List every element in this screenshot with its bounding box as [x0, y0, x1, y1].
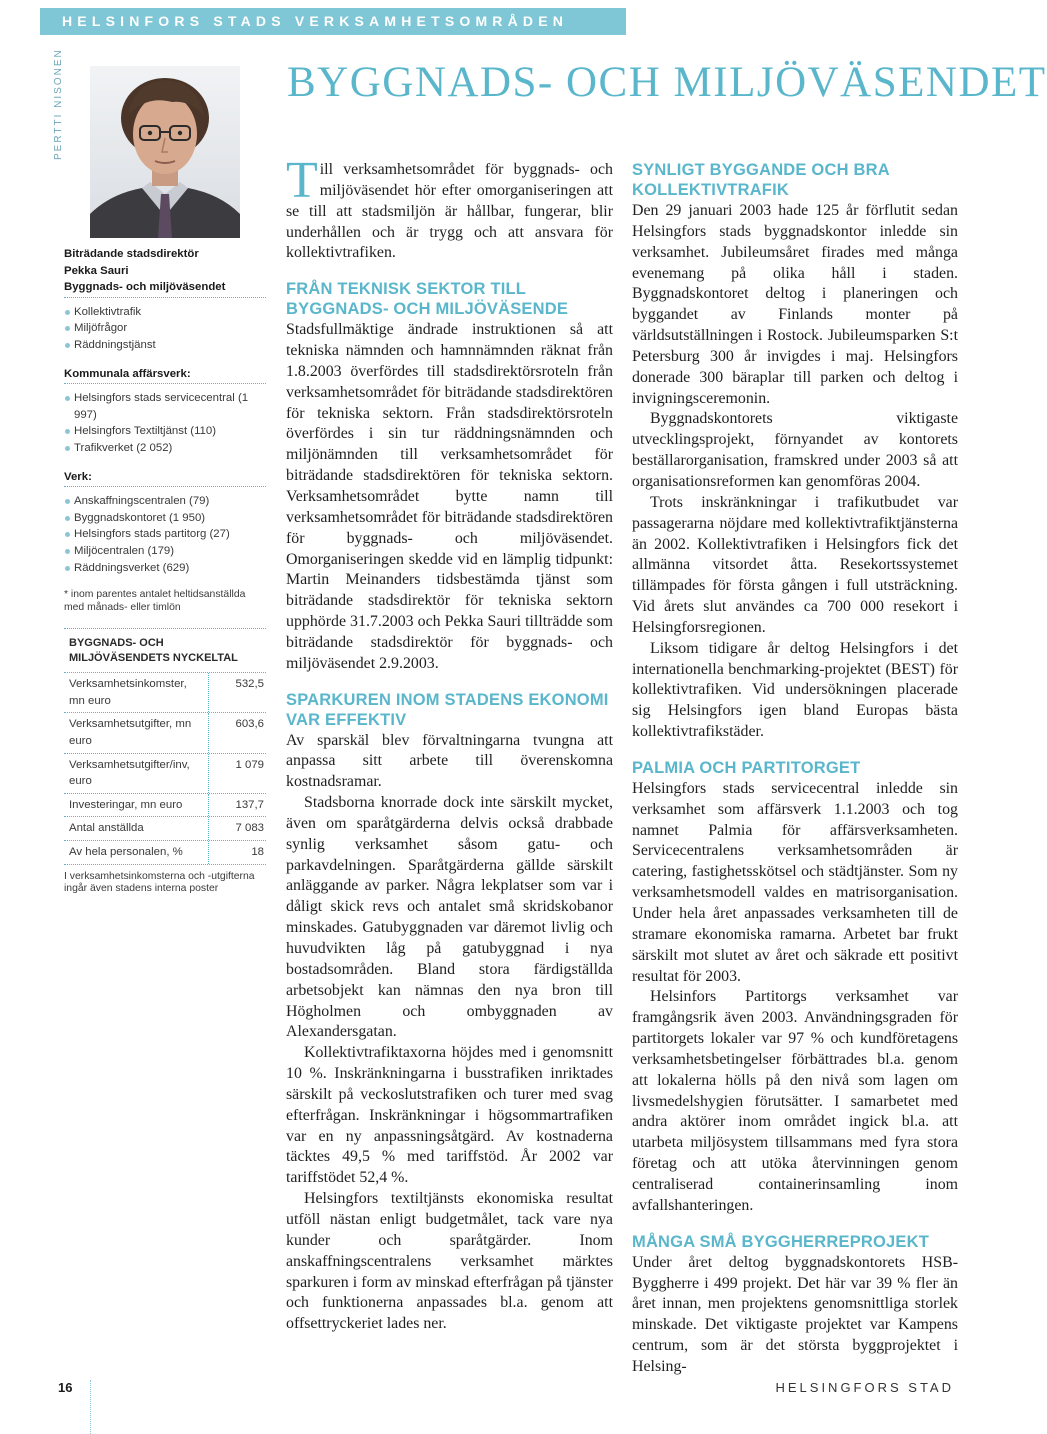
table-row [64, 754, 266, 794]
list-item: Räddningstjänst [64, 337, 266, 354]
footer-publication: HELSINGFORS STAD [775, 1380, 954, 1395]
sidebar-intro [64, 246, 266, 298]
section-heading-verk: Verk: [64, 469, 266, 488]
paragraph: Den 29 januari 2003 hade 125 år förflutit sedan Helsingfors stads byggnadskontor inledde sin verksamhet. Jubileumsåret firades med många evenemang på olika håll i staden. Byggnadskontoret deltog i planeringen och byggandet av Finlands monter på världsutställningen i Rostock. Jubileumsparken S:t Petersburg 300 år invigdes i maj. Helsingfors donerade 300 bäraplar till parken och deltog i invigningsceremonin. [632, 202, 958, 407]
intro-role: Biträdande stadsdirektör [64, 248, 199, 260]
table-row [64, 713, 266, 753]
table-row [64, 673, 266, 713]
table-row [64, 841, 266, 865]
banner-text: HELSINFORS STADS VERKSAMHETSOMRÅDEN [62, 13, 569, 29]
list-item: Byggnadskontoret (1 950) [64, 510, 266, 527]
paragraph: Liksom tidigare år deltog Helsingfors i det internationella benchmarking-projektet (BEST) för kollektivtrafiken. Vid undersökningen placerade sig Helsingfors igen bland Europas bästa kollektivtrafikstäder. [632, 639, 958, 741]
table-row [64, 794, 266, 818]
key-figures-table [64, 628, 266, 864]
paragraph: Helsingfors textiltjänsts ekonomiska resultat utföll nästan enligt budgetmålet, tack vare nya kunder och sparåtgärder. Inom anskaffningscentralens verksamhet märktes sparkuren i form av minskad efterfrågan på tjänster och funktionerna anpassades bl.a. genom att offsettryckeriet lades ner. [286, 1190, 613, 1333]
paragraph: Under året deltog byggnadskontorets HSB-Byggherre i 499 projekt. Det här var 39 % fler än året innan, men projektens genomsnittliga storlek minskade. Det viktigaste projektet var Kampens centrum, som är det största byggprojektet i Helsing- [632, 1253, 958, 1375]
staff-note: * inom parentes antalet heltidsanställda med månads- eller timlön [64, 589, 246, 613]
intro-text: ill verksamhetsområdet för byggnads- och miljöväsendet hör efter omorganiseringen att se till att stadsmiljön är hållbar, fungerar, blir underhållen och är trygg och att ansvara för kollektivtrafiken. [286, 161, 613, 262]
row-label: Antal anställda [64, 817, 209, 840]
intro-paragraph [286, 152, 613, 264]
table-footnote: I verksamhetsinkomsterna och -utgifterna ingår även stadens interna poster [64, 870, 255, 895]
row-label: Verksamhetsutgifter, mn euro [64, 713, 209, 752]
intro-name: Pekka Sauri [64, 264, 129, 277]
sidebar-list-verk [64, 493, 266, 576]
page-number: 16 [58, 1380, 73, 1395]
table-row [64, 817, 266, 841]
paragraph: Helsinfors Partitorgs verksamhet var framgångsrik även 2003. Användningsgraden för partitorgets lokaler var 97 % och kundföretagens verksamhetsbetingelser förbättrades bl.a. genom att lokalerna hölls på den nivå som lagen om livsmedelshygien förutsätter. I samarbetet med andra aktörer inom området ingick bl.a. att utarbeta miljösystem tillsammans med fyra stora företag och att utöka återvinningen genom centraliserad containerinsamling inom avfallshanteringen. [632, 988, 958, 1214]
paragraph: Byggnadskontorets viktigaste utvecklingsprojekt, förnyandet av kontorets beställarorganisation, framskred under 2003 så att organisationsreformen kan genomföras 2004. [632, 410, 958, 490]
section-heading: SPARKUREN INOM STADENS EKONOMI VAR EFFEKTIV [286, 690, 609, 729]
section-heading: FRÅN TEKNISK SEKTOR TILL BYGGNADS- OCH MILJÖVÄSENDE [286, 280, 569, 319]
list-item: Anskaffningscentralen (79) [64, 493, 266, 510]
row-value: 1 079 [235, 758, 264, 771]
row-value: 137,7 [235, 798, 264, 811]
intro-department: Byggnads- och miljöväsendet [64, 281, 226, 294]
section-heading: MÅNGA SMÅ BYGGHERREPROJEKT [632, 1232, 930, 1251]
row-label: Investeringar, mn euro [64, 794, 209, 817]
paragraph: Stadsfullmäktige ändrade instruktionen så att tekniska nämnden och hamnnämnden räknat från 1.8.2003 överfördes till stadsdirektörsroteln från verksamhetsområdet för biträdande stadsdirektören för tekniska sektorn. Från stadsdirektörsroteln överfördes i sin tur räddningsnämnden och miljönämnden till verksamhetsområdet för biträdande stadsdirektören för tekniska sektorn. Verksamhetsområdet bytte namn till verksamhetsområdet för biträdande stadsdirektören för byggnads- och miljöväsendet. Omorganiseringen skedde vid en lämplig tidpunkt: Martin Meinanders tidsbestämda tjänst som biträdande stadsdirektör för tekniska sektorn upphörde 31.7.2003 och Pekka Sauri tillträdde som biträdande stadsdirektör för byggnads- och miljöväsendet 2.9.2003. [286, 321, 613, 672]
sidebar-list-responsibilities [64, 304, 266, 354]
sidebar [64, 246, 266, 896]
list-item: Räddningsverket (629) [64, 560, 266, 577]
row-label: Verksamhetsinkomster, mn euro [64, 673, 209, 712]
section-heading: SYNLIGT BYGGANDE OCH BRA KOLLEKTIVTRAFIK [632, 161, 890, 199]
list-item: Miljöcentralen (179) [64, 543, 266, 560]
list-item: Trafikverket (2 052) [64, 440, 266, 457]
header-banner [40, 8, 626, 35]
portrait-photo [90, 66, 240, 238]
page-title: BYGGNADS- OCH MILJÖVÄSENDET [287, 59, 1047, 106]
photo-credit: PERTTI NISONEN [53, 48, 64, 160]
list-item: Helsingfors Textiltjänst (110) [64, 423, 266, 440]
row-value: 532,5 [235, 678, 264, 691]
drop-cap: T [286, 152, 318, 209]
body-column-2 [632, 160, 958, 1378]
row-label: Av hela personalen, % [64, 841, 209, 864]
sidebar-list-affarsverk [64, 390, 266, 456]
body-column-1 [286, 152, 613, 1335]
list-item: Miljöfrågor [64, 320, 266, 337]
paragraph: Trots inskränkningar i trafikutbudet var passagerarna nöjdare med kollektivtrafiktjänsterna än 2002. Kollektivtrafiken i Helsingfors fick det allmänna vitsordet åtta. Resekortssystemet tillämpades för första gången i full utsträckning. Vid årets slut användes ca 700 000 resekort i Helsingforsregionen. [632, 493, 958, 636]
footer-divider [90, 1380, 91, 1434]
section-heading: PALMIA OCH PARTITORGET [632, 758, 861, 777]
section-heading-affarsverk: Kommunala affärsverk: [64, 366, 266, 385]
row-value: 603,6 [235, 718, 264, 731]
list-item: Helsingfors stads servicecentral (1 997) [64, 390, 266, 423]
list-item: Helsingfors stads partitorg (27) [64, 526, 266, 543]
portrait-illustration [90, 66, 240, 238]
row-value: 7 083 [235, 822, 264, 835]
paragraph: Stadsborna knorrade dock inte särskilt mycket, även om sparåtgärderna delvis också drabbade synlig verksamhet såsom gatu- och parkavdelningen. Sparåtgärderna gällde särskilt anläggande av parker. Några lekplatser som var i dåligt skick revs och antalet små skridskobanor minskades. Gatubyggnaden var däremot livlig och huvudvikten låg på gatubyggnad i nya bostadsområden. Bland stora färdigställda arbetsobjekt kan nämnas den nya bron till Högholmen och ombyggnaden av Alexandersgatan. [286, 794, 613, 1041]
list-item: Kollektivtrafik [64, 304, 266, 321]
key-figures-title: BYGGNADS- OCH MILJÖVÄSENDETS NYCKELTAL [64, 629, 266, 673]
paragraph: Av sparskäl blev förvaltningarna tvungna att anpassa sitt arbete till överenskomna kostnadsramar. [286, 731, 613, 791]
paragraph: Helsingfors stads servicecentral inledde sin verksamhet som affärsverk 1.1.2003 och tog namnet Palmia för affärsverksamheten. Servicecentralens verksamhetsområden är catering, fastighetsskötsel och städtjänster. Som ny verksamhetsmodell valdes en matrisorganisation. Under hela året anpassades verksamheten till de stramare ekonomiska ramarna. Arbetet bar frukt särskilt mot slutet av året och säkrade ett positivt resultat för 2003. [632, 779, 958, 985]
paragraph: Kollektivtrafiktaxorna höjdes med i genomsnitt 10 %. Inskränkningarna i busstrafiken inriktades särskilt på veckoslutstrafiken och turer med svag efterfrågan. Inskränkningar i högsommartrafiken var en ny anpassningsåtgärd. Av kostnaderna täcktes 49,5 % med tariffstöd. År 2002 var tariffstödet 52,4 %. [286, 1044, 613, 1187]
row-label: Verksamhetsutgifter/inv, euro [64, 754, 209, 793]
row-value: 18 [251, 846, 264, 859]
